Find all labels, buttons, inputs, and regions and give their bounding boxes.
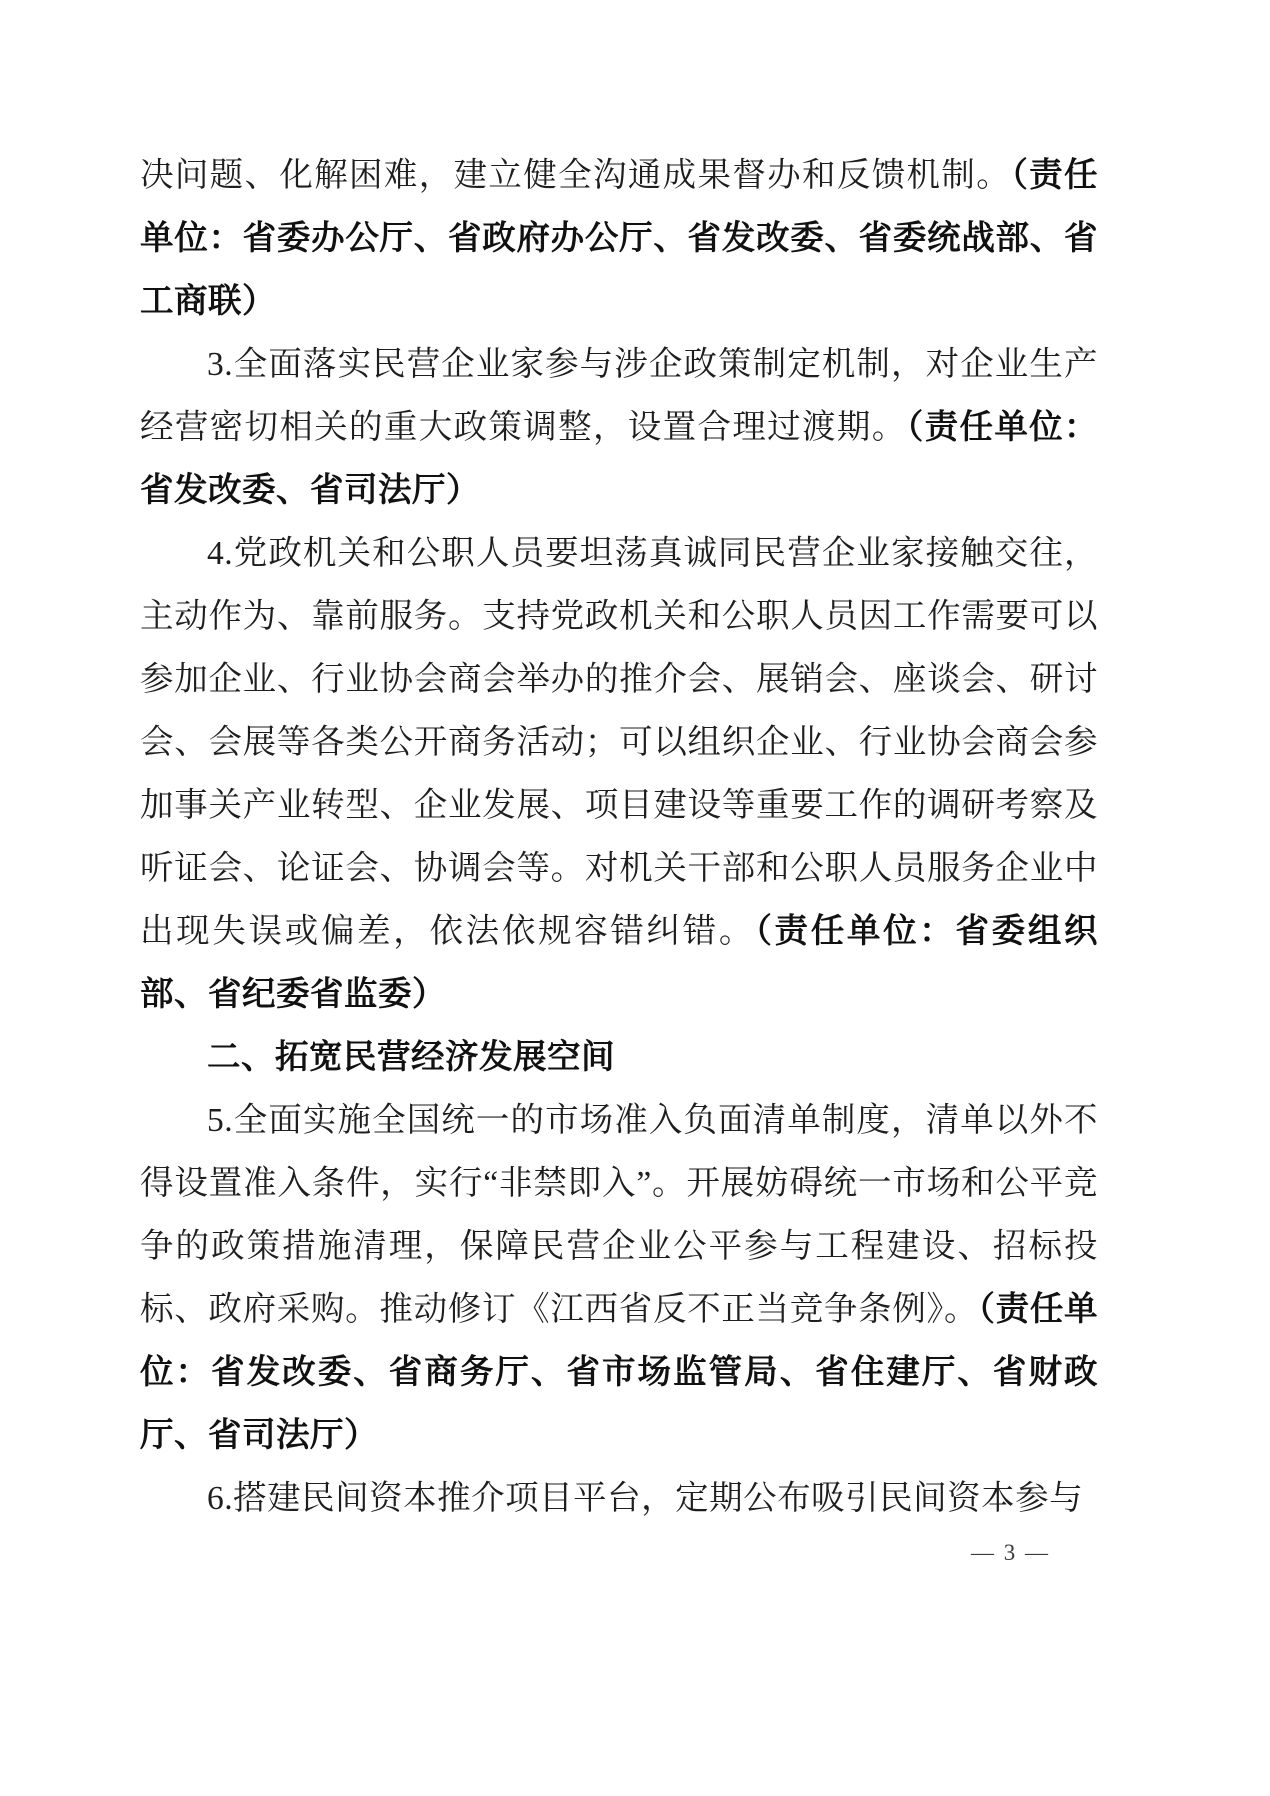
responsible-units-annotation: （责任单位：省发改委、省司法厅） — [140, 409, 1099, 509]
paragraph-item-6 — [140, 1467, 1098, 1530]
paragraph-continuation — [140, 144, 1098, 333]
responsible-units-annotation: （责任单位：省发改委、省商务厅、省市场监管局、省住建厅、省财政厅、省司法厅） — [140, 1291, 1099, 1454]
paragraph-item-3 — [140, 333, 1098, 522]
section-heading-2: 二、拓宽民营经济发展空间 — [207, 1039, 615, 1076]
paragraph-item-3-text: 3.全面落实民营企业家参与涉企政策制定机制，对企业生产经营密切相关的重大政策调整，设置合理过渡期。 — [140, 346, 1098, 446]
paragraph-item-5-text: 5.全面实施全国统一的市场准入负面清单制度，清单以外不得设置准入条件，实行“非禁即入”。开展妨碍统一市场和公平竞争的政策措施清理，保障民营企业公平参与工程建设、招标投标、政府采购。推动修订《江西省反不正当竞争条例》。 — [140, 1102, 1098, 1328]
responsible-units-annotation: （责任单位：省委组织部、省纪委省监委） — [140, 913, 1099, 1013]
paragraph-item-4 — [140, 522, 1098, 1026]
document-text-block — [140, 144, 1098, 1530]
responsible-units-annotation: （责任单位：省委办公厅、省政府办公厅、省发改委、省委统战部、省工商联） — [140, 157, 1099, 320]
paragraph-item-4-text: 4.党政机关和公职人员要坦荡真诚同民营企业家接触交往，主动作为、靠前服务。支持党政机关和公职人员因工作需要可以参加企业、行业协会商会举办的推介会、展销会、座谈会、研讨会、会展等各类公开商务活动；可以组织企业、行业协会商会参加事关产业转型、企业发展、项目建设等重要工作的调研考察及听证会、论证会、协调会等。对机关干部和公职人员服务企业中出现失误或偏差，依法依规容错纠错。 — [140, 535, 1098, 950]
paragraph-continuation-text: 决问题、化解困难，建立健全沟通成果督办和反馈机制。 — [140, 157, 1012, 194]
paragraph-item-6-text: 6.搭建民间资本推介项目平台，定期公布吸引民间资本参与 — [207, 1480, 1084, 1517]
page-number: — 3 — — [971, 1540, 1050, 1565]
paragraph-item-5 — [140, 1089, 1098, 1467]
